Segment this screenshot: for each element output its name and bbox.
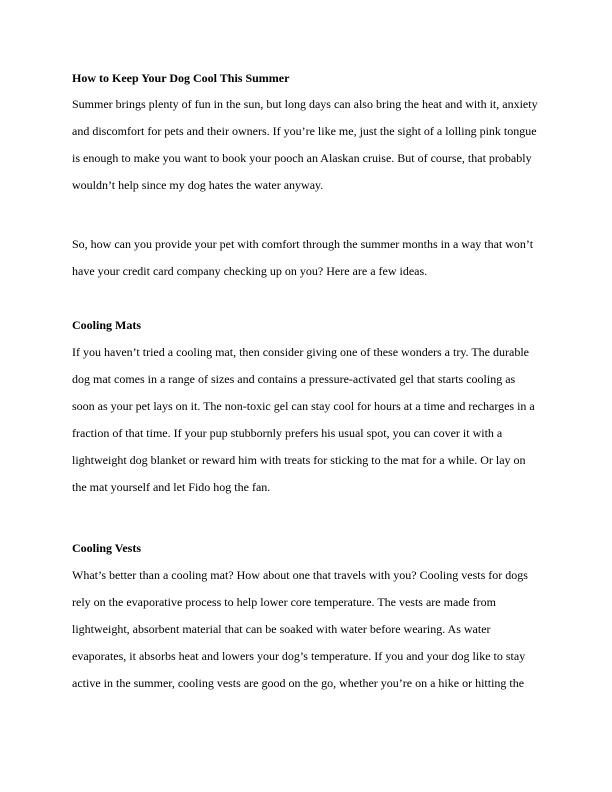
text-line: Summer brings plenty of fun in the sun, but long days can also bring the heat and with it, anxiety bbox=[72, 97, 538, 111]
text-line: If you haven’t tried a cooling mat, then consider giving one of these wonders a try. The durable bbox=[72, 345, 529, 359]
text-line: is enough to make you want to book your pooch an Alaskan cruise. But of course, that probably bbox=[72, 151, 532, 165]
text-line: So, how can you provide your pet with comfort through the summer months in a way that won’t bbox=[72, 237, 534, 251]
text-line: lightweight dog blanket or reward him with treats for sticking to the mat for a while. Or lay on bbox=[72, 453, 526, 467]
text-line: lightweight, absorbent material that can be soaked with water before wearing. As water bbox=[72, 622, 491, 636]
section-heading: Cooling Mats bbox=[72, 318, 141, 332]
text-line: fraction of that time. If your pup stubbornly prefers his usual spot, you can cover it with a bbox=[72, 426, 503, 440]
text-line: wouldn’t help since my dog hates the water anyway. bbox=[72, 178, 324, 192]
text-line: evaporates, it absorbs heat and lowers your dog’s temperature. If you and your dog like to stay bbox=[72, 649, 526, 663]
text-line: What’s better than a cooling mat? How about one that travels with you? Cooling vests for dogs bbox=[72, 568, 528, 582]
document-title: How to Keep Your Dog Cool This Summer bbox=[72, 71, 290, 85]
text-line: the mat yourself and let Fido hog the fan. bbox=[72, 480, 271, 494]
text-line: dog mat comes in a range of sizes and contains a pressure-activated gel that starts cooling as bbox=[72, 372, 516, 386]
text-line: active in the summer, cooling vests are good on the go, whether you’re on a hike or hitting the bbox=[72, 676, 525, 690]
section-heading: Cooling Vests bbox=[72, 541, 142, 555]
text-line: rely on the evaporative process to help lower core temperature. The vests are made from bbox=[72, 595, 496, 609]
text-line: and discomfort for pets and their owners. If you’re like me, just the sight of a lolling pink tongue bbox=[72, 124, 537, 138]
text-line: soon as your pet lays on it. The non-toxic gel can stay cool for hours at a time and recharges in a bbox=[72, 399, 535, 413]
text-line: have your credit card company checking up on you? Here are a few ideas. bbox=[72, 264, 428, 278]
